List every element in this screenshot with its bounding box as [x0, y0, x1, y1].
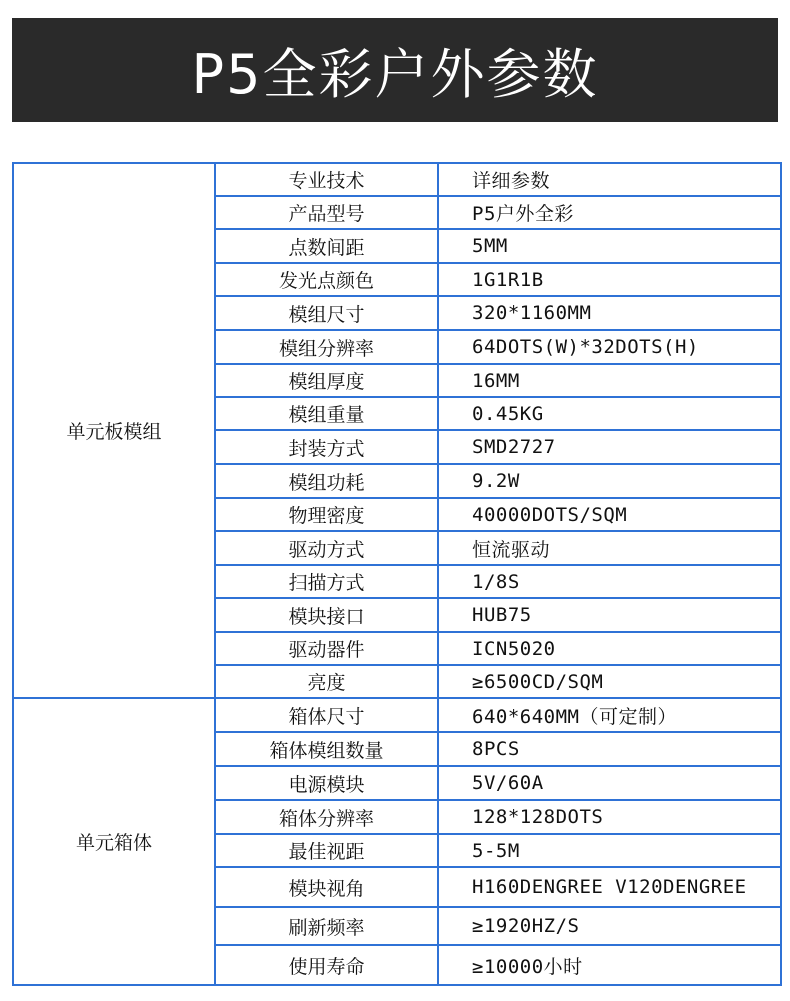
param-name-cell: 最佳视距: [215, 834, 438, 867]
param-name-cell: 模组分辨率: [215, 330, 438, 364]
group-label: 单元板模组: [13, 163, 215, 698]
title-banner: [12, 18, 778, 122]
param-value-cell: 恒流驱动: [438, 531, 781, 565]
param-name-cell: 箱体分辨率: [215, 800, 438, 834]
param-value-cell: 8PCS: [438, 732, 781, 766]
param-name-cell: 驱动方式: [215, 531, 438, 565]
spec-row: [13, 163, 781, 196]
param-value-cell: 40000DOTS/SQM: [438, 498, 781, 531]
param-value-cell: ≥6500CD/SQM: [438, 665, 781, 698]
param-name-cell: 模组尺寸: [215, 296, 438, 330]
param-value-cell: ≥1920HZ/S: [438, 907, 781, 945]
param-name-cell: 箱体模组数量: [215, 732, 438, 766]
group-label: 单元箱体: [13, 698, 215, 985]
param-name-cell: 点数间距: [215, 229, 438, 263]
param-value-cell: 320*1160MM: [438, 296, 781, 330]
param-value-cell: SMD2727: [438, 430, 781, 464]
param-name-cell: 专业技术: [215, 163, 438, 196]
param-name-cell: 亮度: [215, 665, 438, 698]
spec-table: [12, 162, 782, 986]
param-value-cell: ICN5020: [438, 632, 781, 665]
param-value-cell: ≥10000小时: [438, 945, 781, 985]
param-name-cell: 扫描方式: [215, 565, 438, 598]
param-value-cell: P5户外全彩: [438, 196, 781, 229]
param-name-cell: 封装方式: [215, 430, 438, 464]
param-value-cell: HUB75: [438, 598, 781, 632]
param-name-cell: 模组厚度: [215, 364, 438, 397]
param-name-cell: 使用寿命: [215, 945, 438, 985]
param-name-cell: 模块视角: [215, 867, 438, 907]
param-value-cell: 5V/60A: [438, 766, 781, 800]
param-name-cell: 物理密度: [215, 498, 438, 531]
spec-row: [13, 698, 781, 732]
param-name-cell: 刷新频率: [215, 907, 438, 945]
param-value-cell: 9.2W: [438, 464, 781, 498]
param-value-cell: 详细参数: [438, 163, 781, 196]
param-value-cell: 1/8S: [438, 565, 781, 598]
param-value-cell: 640*640MM（可定制）: [438, 698, 781, 732]
param-value-cell: 16MM: [438, 364, 781, 397]
param-name-cell: 电源模块: [215, 766, 438, 800]
param-name-cell: 箱体尺寸: [215, 698, 438, 732]
param-value-cell: 5-5M: [438, 834, 781, 867]
param-name-cell: 产品型号: [215, 196, 438, 229]
param-value-cell: 64DOTS(W)*32DOTS(H): [438, 330, 781, 364]
param-value-cell: 5MM: [438, 229, 781, 263]
param-value-cell: H160DENGREE V120DENGREE: [438, 867, 781, 907]
param-value-cell: 128*128DOTS: [438, 800, 781, 834]
param-value-cell: 0.45KG: [438, 397, 781, 430]
param-name-cell: 驱动器件: [215, 632, 438, 665]
param-name-cell: 发光点颜色: [215, 263, 438, 296]
param-name-cell: 模块接口: [215, 598, 438, 632]
page-title: P5全彩户外参数: [191, 42, 599, 106]
param-name-cell: 模组功耗: [215, 464, 438, 498]
param-name-cell: 模组重量: [215, 397, 438, 430]
param-value-cell: 1G1R1B: [438, 263, 781, 296]
